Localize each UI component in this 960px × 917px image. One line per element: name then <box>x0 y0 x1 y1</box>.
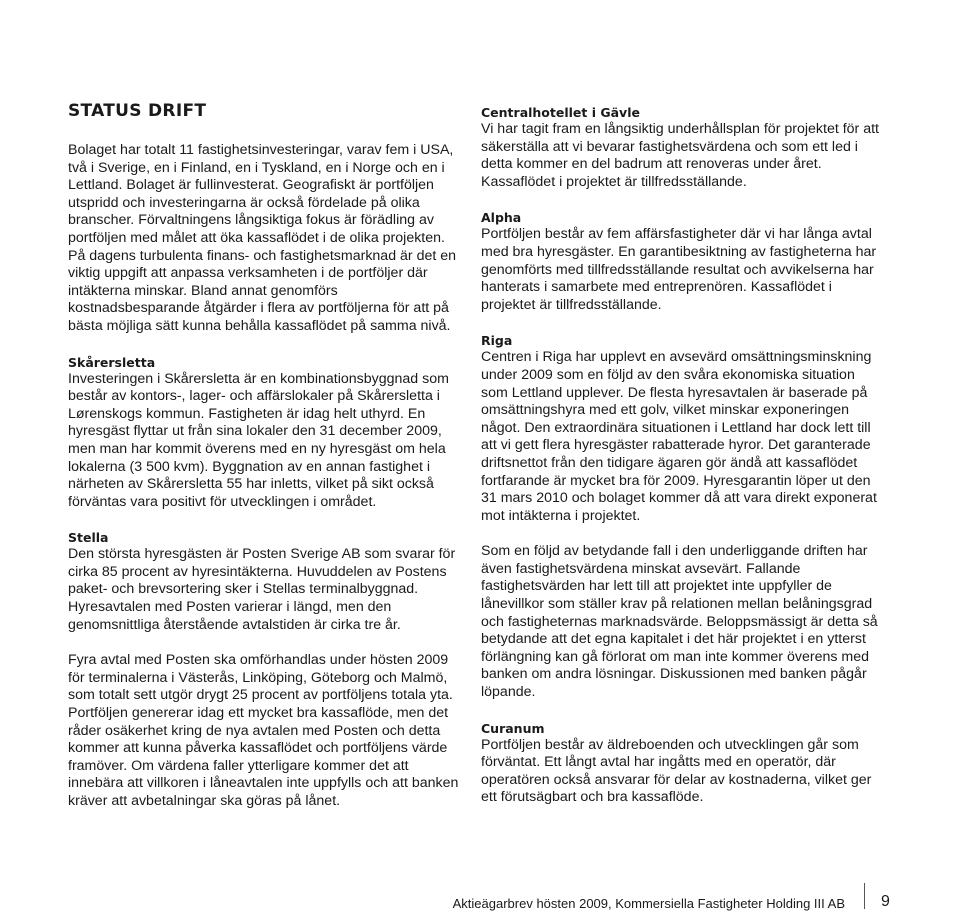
stella-paragraph-1: Den största hyresgästen är Posten Sverige AB som svarar för cirka 85 procent av hyresintäkterna. Huvuddelen av Postens paket- och brevsortering sker i Stellas terminalbyggnad. Hyresavtalen med Posten varierar i längd, men den genomsnittliga återstående avtalstiden är cirka tre år. <box>68 546 456 633</box>
alpha-paragraph: Portföljen består av fem affärsfastigheter där vi har långa avtal med bra hyresgäster. En garantibesiktning av fastigheterna har genomförts med tillfredsställande resultat och avvikelserna har hanterats i samarbete med entreprenören. Kassaflödet i projektet är tillfredsställande. <box>481 226 877 313</box>
riga-paragraph-2: Som en följd av betydande fall i den underliggande driften har även fastighetsvärdena minskat avsevärt. Fallande fastighetsvärden har lett till att projektet inte uppfyller de lånevillkor som ställer krav på relationen mellan belåningsgrad och fastigheternas marknadsvärde. Beloppsmässigt är detta så betydande att det egna kapitalet i det här projektet i en ytterst förlängning kan gå förlorat om man inte kommer överens med banken om andra lösningar. Diskussionen med banken pågår löpande. <box>481 543 878 701</box>
section-title-stella: Stella <box>68 530 109 546</box>
stella-paragraph-2: Fyra avtal med Posten ska omförhandlas under hösten 2009 för terminalerna i Västerås, Linköping, Göteborg och Malmö, som totalt sett utgör drygt 25 procent av portföljens totala yta. Portföljen genererar idag ett mycket bra kassaflöde, men det råder osäkerhet kring de nya avtalen med Posten och detta kommer att kunna påverka kassaflödet och portföljens värde framöver. Om värdena faller ytterligare kommer det att innebära att villkoren i låneavtalen inte uppfylls och att banken kräver att avbetalningar ska göras på lånet. <box>68 652 459 809</box>
page-title: STATUS DRIFT <box>68 101 207 121</box>
footer-divider <box>864 883 865 909</box>
left-column <box>68 100 460 811</box>
section-title-centralhotellet: Centralhotellet i Gävle <box>481 105 640 120</box>
section-title-skarersletta: Skårersletta <box>68 354 156 370</box>
intro-paragraph: Bolaget har totalt 11 fastighetsinvesteringar, varav fem i USA, två i Sverige, en i Finland, en i Tyskland, en i Norge och en i Lettland. Bolaget är fullinvesterat. Geografiskt är portföljen utspridd och investeringarna är också fördelade på olika branscher. Förvaltningens långsiktiga fokus är förädling av portföljen med målet att öka kassaflödet i de olika projekten. På dagens turbulenta finans- och fastighetsmarknad är det en viktig uppgift att anpassa verksamheten i de portföljer där intäkterna minskar. Bland annat genomförs kostnadsbesparande åtgärder i flera av portföljerna för att på bästa möjliga sätt kunna behålla kassaflödet på samma nivå. <box>68 142 457 334</box>
right-column <box>481 104 881 807</box>
page-footer <box>0 895 960 917</box>
page-number: 9 <box>881 893 890 910</box>
skarersletta-paragraph: Investeringen i Skårersletta är en kombinationsbyggnad som består av kontors-, lager- och affärslokaler på Skårersletta i Lørenskogs kommun. Fastigheten är idag helt uthyrd. En hyresgäst flyttar ut från sina lokaler den 31 december 2009, men man har kommit överens med en ny hyresgäst om hela lokalerna (3 500 kvm). Byggnation av en annan fastighet i närheten av Skårersletta 55 har inletts, vilket på sikt också förväntas vara positivt för utvecklingen i området. <box>68 370 449 510</box>
centralhotellet-paragraph: Vi har tagit fram en långsiktig underhållsplan för projektet för att säkerställa att vi bevarar fastighetsvärdena och som ett led i detta kommer en del badrum att renoveras under året. Kassaflödet i projektet är tillfredsställande. <box>481 121 879 190</box>
section-title-curanum: Curanum <box>481 720 545 736</box>
section-title-alpha: Alpha <box>481 210 522 226</box>
riga-paragraph-1: Centren i Riga har upplevt en avsevärd omsättningsminskning under 2009 som en följd av den svåra ekonomiska situation som Lettland upplever. De flesta hyresavtalen är baserade på omsättningshyra med ett golv, vilket minskar exponeringen något. Den extraordinära situationen i Lettland har dock lett till att vi gett flera hyresgäster rabatterade hyror. Det garanterade driftsnettot från den tidigare ägaren gör ändå att kassaflödet fortfarande är mycket bra för 2009. Hyresgarantin löper ut den 31 mars 2010 och bolaget kommer då att vara direkt exponerat mot intäkterna i projektet. <box>481 349 877 524</box>
section-title-riga: Riga <box>481 333 513 349</box>
footer-text: Aktieägarbrev hösten 2009, Kommersiella Fastigheter Holding III AB <box>452 896 845 911</box>
curanum-paragraph: Portföljen består av äldreboenden och utvecklingen går som förväntat. Ett långt avtal har ingåtts med en operatör, där operatören också ansvarar för delar av kostnaderna, vilket ger ett förutsägbart och bra kassaflöde. <box>481 736 872 806</box>
